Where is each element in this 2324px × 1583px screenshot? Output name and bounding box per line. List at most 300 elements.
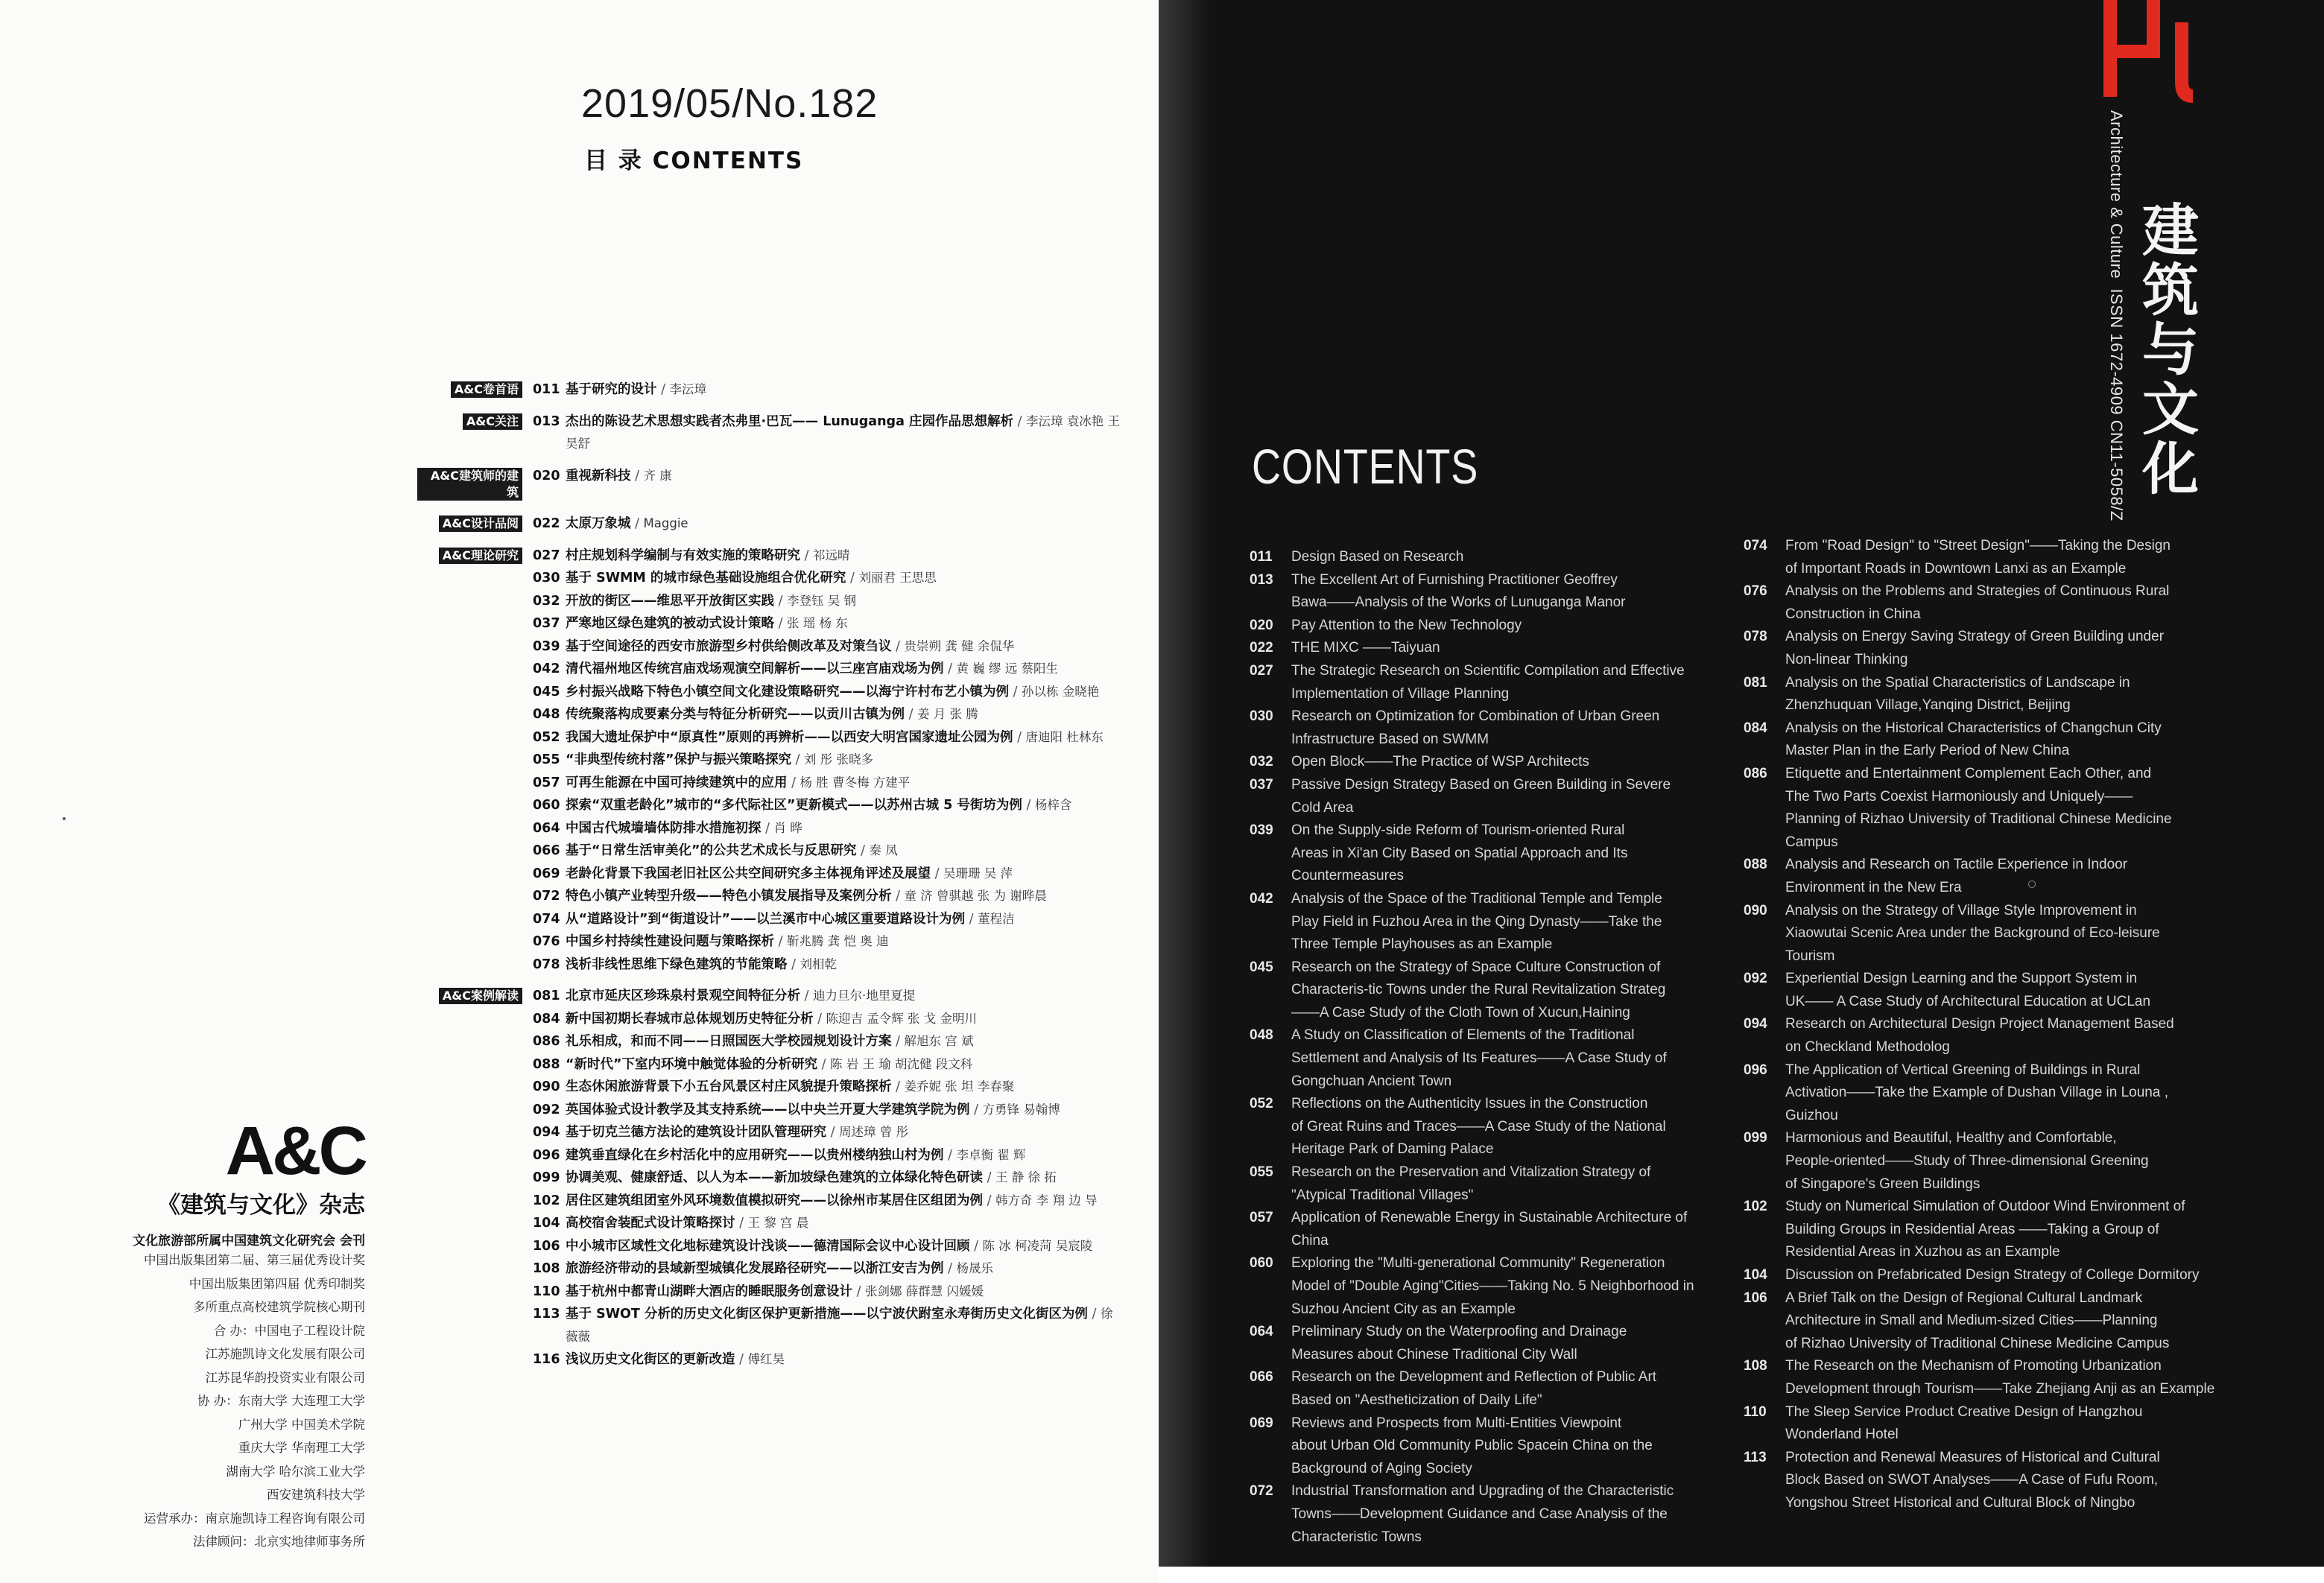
entry-author: 傅红昊 — [747, 1352, 785, 1366]
entry-text — [566, 567, 1121, 590]
masthead-line: 法律顾问：北京实地律师事务所 — [193, 1535, 365, 1549]
entry-title: 基于“日常生活审美化”的公共艺术成长与反思研究 — [566, 843, 857, 858]
entry-text — [566, 1190, 1121, 1213]
entry-author: 陈迎吉 孟令辉 张 戈 金明川 — [826, 1011, 978, 1026]
cn-toc-entry — [417, 703, 1121, 726]
entry-author: 陈 冰 柯凌菏 吴宸陵 — [982, 1238, 1093, 1253]
entry-line: Pay Attention to the New Technology — [1291, 617, 1522, 633]
entry-title — [1291, 1161, 1719, 1207]
separator: / — [791, 752, 805, 767]
entry-line: On the Supply-side Reform of Tourism-oriented Rural — [1291, 822, 1625, 839]
entry-author: 王 静 徐 拓 — [995, 1170, 1057, 1184]
en-toc-entry — [1250, 751, 1719, 774]
page-number: 039 — [533, 638, 560, 654]
entry-title: 严寒地区绿色建筑的被动式设计策略 — [566, 616, 774, 631]
entry-title — [1785, 1264, 2220, 1287]
entry-author: 李沄璋 袁冰艳 王昊舒 — [566, 413, 1121, 451]
separator: / — [630, 468, 644, 483]
entry-title: 探索“双重老龄化”城市的“多代际社区”更新模式——以苏州古城 5 号街坊为例 — [566, 798, 1022, 813]
ac-logo: A&C — [225, 1113, 365, 1189]
entry-author: 祁远晴 — [813, 548, 850, 562]
section-tag-cell — [417, 545, 533, 568]
entry-title: 基于切克兰德方法论的建筑设计团队管理研究 — [566, 1125, 826, 1140]
entry-title: 我国大遗址保护中“原真性”原则的再辨析——以西安大明宫国家遗址公园为例 — [566, 729, 1013, 745]
page-number: 011 — [1250, 549, 1273, 565]
entry-title: 传统聚落构成要素分类与特征分析研究——以贡川古镇为例 — [566, 707, 905, 722]
en-toc-entry — [1250, 1366, 1719, 1412]
cn-toc-entry — [417, 885, 1121, 908]
entry-author: 迪力旦尔·地里夏提 — [813, 989, 916, 1003]
entry-title: 基于研究的设计 — [566, 382, 657, 397]
entry-line: Environment in the New Era — [1785, 879, 1962, 895]
separator: / — [735, 1352, 748, 1367]
entry-text — [566, 1257, 1121, 1281]
en-toc-entry — [1744, 1401, 2220, 1447]
entry-line: Guizhou — [1785, 1107, 1838, 1123]
separator: / — [943, 662, 957, 676]
entry-title — [1291, 1366, 1719, 1412]
entry-line: THE MIXC ——Taiyuan — [1291, 640, 1440, 656]
page-number: 064 — [533, 820, 560, 836]
separator: / — [826, 1125, 840, 1140]
en-toc-entry — [1744, 900, 2220, 968]
cn-toc-entry — [417, 930, 1121, 954]
entry-line: Yongshou Street Historical and Cultural Block of Ningbo — [1785, 1494, 2135, 1511]
en-toc-entry — [1250, 705, 1719, 751]
masthead-line: 合 办：中国电子工程设计院 — [213, 1323, 365, 1338]
entry-title — [1291, 660, 1719, 705]
cn-toc-entry — [417, 954, 1121, 977]
entry-text — [566, 590, 1121, 613]
separator: / — [852, 1284, 866, 1299]
cn-toc-entry — [417, 1348, 1121, 1371]
entry-line: Planning of Rizhao University of Traditional Chinese Medicine — [1785, 811, 2172, 828]
entry-author: 贵崇朔 龚 健 余侃华 — [904, 638, 1015, 653]
entry-title: 清代福州地区传统宫庙戏场观演空间解析——以三座宫庙戏场为例 — [566, 662, 944, 676]
masthead-line: 江苏昆华韵投资实业有限公司 — [205, 1370, 365, 1385]
entry-title — [1291, 1207, 1719, 1252]
entry-author: 黄 巍 缪 远 蔡阳生 — [956, 662, 1059, 676]
separator: / — [787, 775, 800, 790]
en-toc-entry — [1744, 1196, 2220, 1264]
entry-text — [566, 410, 1121, 456]
separator: / — [983, 1170, 996, 1185]
separator: / — [965, 911, 978, 927]
en-toc-entry — [1250, 615, 1719, 638]
en-toc-column-2 — [1744, 535, 2220, 1515]
cn-toc-entry — [417, 658, 1121, 681]
page-number: 057 — [533, 775, 560, 790]
separator: / — [1087, 1307, 1101, 1322]
entry-author: 肖 晔 — [773, 820, 802, 835]
page-number: 092 — [1744, 971, 1767, 987]
en-toc-entry — [1744, 580, 2220, 626]
section-tag-cell — [417, 410, 533, 434]
entry-title — [1785, 535, 2220, 580]
en-toc-entry — [1744, 1013, 2220, 1059]
entry-author: 姜 月 张 腾 — [917, 707, 978, 721]
cn-toc-entry — [417, 840, 1121, 863]
entry-line: Analysis and Research on Tactile Experience in Indoor — [1785, 857, 2128, 873]
en-toc-entry — [1250, 1161, 1719, 1207]
separator: / — [774, 934, 788, 949]
entry-line: Master Plan in the Early Period of New China — [1785, 743, 2070, 759]
entry-text — [566, 513, 1121, 536]
page-number: 102 — [533, 1193, 560, 1208]
separator: / — [891, 1034, 905, 1049]
cn-toc-entry — [417, 726, 1121, 749]
entry-author: 周述璋 曾 彤 — [839, 1125, 909, 1139]
entry-line: Gongchuan Ancient Town — [1291, 1073, 1452, 1089]
entry-line: Cold Area — [1291, 799, 1354, 816]
page-number: 104 — [1744, 1267, 1767, 1283]
entry-title: 可再生能源在中国可持续建筑中的应用 — [566, 775, 788, 790]
page-number: 099 — [533, 1170, 560, 1185]
en-toc-entry — [1250, 546, 1719, 569]
entry-line: The Excellent Art of Furnishing Practitioner Geoffrey — [1291, 571, 1618, 588]
entry-title — [1785, 717, 2220, 763]
masthead-line: 西安建筑科技大学 — [267, 1488, 365, 1502]
separator: / — [891, 889, 905, 904]
page-number: 020 — [1250, 617, 1273, 633]
page-number: 102 — [1744, 1199, 1767, 1215]
page-number: 092 — [533, 1102, 560, 1117]
entry-author: 刘丽君 王思思 — [858, 571, 937, 585]
entry-title: “新时代”下室内环境中触觉体验的分析研究 — [566, 1056, 818, 1072]
entry-title: 重视新科技 — [566, 468, 631, 483]
en-toc-entry — [1744, 626, 2220, 671]
page-number: 104 — [533, 1216, 560, 1231]
entry-line: ——A Case Study of the Cloth Town of Xucun,Haining — [1291, 1004, 1630, 1021]
masthead-line: 重庆大学 华南理工大学 — [238, 1441, 365, 1455]
page-number: 030 — [533, 571, 560, 586]
entry-text — [566, 658, 1121, 681]
cn-toc-entry — [417, 863, 1121, 886]
entry-title — [1785, 1059, 2220, 1128]
page-number: 052 — [1250, 1096, 1273, 1112]
cn-toc-entry — [417, 1008, 1121, 1031]
entry-line: Characteristic Towns — [1291, 1529, 1422, 1545]
page-number: 060 — [533, 798, 560, 813]
entry-line: Etiquette and Entertainment Complement Each Other, and — [1785, 765, 2152, 781]
entry-title — [1785, 1355, 2220, 1400]
entry-text — [566, 930, 1121, 954]
entry-text — [566, 612, 1121, 635]
separator: / — [856, 843, 870, 858]
entry-text — [566, 1008, 1121, 1031]
page-number: 045 — [1250, 959, 1273, 975]
page-number: 088 — [1744, 857, 1767, 873]
page-number: 074 — [533, 911, 560, 927]
entry-line: The Research on the Mechanism of Promoting Urbanization — [1785, 1358, 2162, 1374]
entry-title: 高校宿舍装配式设计策略探讨 — [566, 1216, 735, 1231]
entry-line: on Checkland Methodolog — [1785, 1039, 1950, 1056]
bottom-edge — [1159, 1567, 2324, 1583]
entry-author: 韩方奇 李 翔 边 导 — [995, 1193, 1098, 1208]
entry-line: From "Road Design" to "Street Design"——Taking the Design — [1785, 538, 2171, 553]
page-number: 069 — [1250, 1415, 1273, 1431]
entry-text — [566, 1076, 1121, 1099]
separator: / — [774, 593, 788, 609]
page-number: 081 — [1744, 674, 1767, 691]
page-number: 076 — [1744, 583, 1767, 600]
en-toc-entry — [1744, 1355, 2220, 1400]
entry-text — [566, 908, 1121, 931]
entry-text — [566, 954, 1121, 977]
entry-line: Block Based on SWOT Analyses——A Case of Fufu Room, — [1785, 1472, 2159, 1488]
vertical-brand-line — [2106, 110, 2126, 521]
entry-author: 李卓衡 翟 辉 — [956, 1147, 1026, 1162]
entry-title — [1785, 1287, 2220, 1356]
entry-line: The Strategic Research on Scientific Compilation and Effective — [1291, 662, 1685, 679]
entry-text — [566, 772, 1121, 795]
page-number: 086 — [533, 1034, 560, 1049]
entry-line: Discussion on Prefabricated Design Strategy of College Dormitory — [1785, 1267, 2200, 1283]
entry-text — [566, 1053, 1121, 1076]
entry-title: 基于杭州中都青山湖畔大酒店的睡眠服务创意设计 — [566, 1284, 852, 1299]
entry-line: Residential Areas in Xuzhou as an Example — [1785, 1244, 2060, 1260]
masthead-line: 协 办：东南大学 大连理工大学 — [197, 1394, 365, 1408]
en-toc-entry — [1744, 1287, 2220, 1356]
cn-toc-entry — [417, 612, 1121, 635]
entry-title: 北京市延庆区珍珠泉村景观空间特征分析 — [566, 989, 800, 1003]
en-toc-entry — [1250, 1321, 1719, 1366]
page-number: 074 — [1744, 538, 1767, 553]
separator: / — [891, 1079, 905, 1094]
entry-line: Analysis on the Historical Characteristics of Changchun City — [1785, 720, 2162, 736]
section-tag-cell — [417, 513, 533, 536]
masthead — [104, 1113, 365, 1554]
entry-title: 基于空间途径的西安市旅游型乡村供给侧改革及对策刍议 — [566, 638, 892, 654]
entry-title — [1785, 1447, 2220, 1515]
separator: / — [1013, 413, 1027, 429]
entry-author: 齐 康 — [643, 468, 672, 483]
entry-line: China — [1291, 1232, 1329, 1249]
entry-title: 协调美观、健康舒适、以人为本——新加坡绿色建筑的立体绿化特色研读 — [566, 1170, 983, 1185]
entry-title — [1291, 751, 1719, 774]
entry-title — [1291, 1093, 1719, 1161]
entry-title — [1291, 615, 1719, 638]
cn-toc-entry — [417, 1281, 1121, 1304]
page-number: 078 — [533, 957, 560, 972]
entry-author: 刘 彤 张晓多 — [804, 752, 874, 767]
page-number: 078 — [1744, 629, 1767, 645]
masthead-line: 中国出版集团第四届 优秀印制奖 — [189, 1276, 365, 1291]
entry-line: Design Based on Research — [1291, 549, 1464, 565]
entry-author: 王 黎 宫 晨 — [747, 1216, 809, 1230]
entry-line: Three Temple Playhouses as an Example — [1291, 936, 1553, 953]
entry-text — [566, 1281, 1121, 1304]
page-number: 072 — [1250, 1483, 1273, 1500]
entry-line: People-oriented——Study of Three-dimensional Greening — [1785, 1153, 2149, 1170]
entry-line: of Great Ruins and Traces——A Case Study of the National — [1291, 1118, 1666, 1135]
separator: / — [774, 616, 788, 631]
page-number: 027 — [533, 548, 560, 563]
page-number: 066 — [1250, 1369, 1273, 1386]
entry-text — [566, 703, 1121, 726]
toc-title-cn: 目 录 CONTENTS — [584, 147, 804, 174]
separator: / — [931, 866, 944, 881]
en-toc-entry — [1744, 535, 2220, 580]
entry-title: 礼乐相成，和而不同——日照国医大学校园规划设计方案 — [566, 1034, 892, 1049]
sponsor-line: 文化旅游部所属中国建筑文化研究会 会刊 — [133, 1234, 365, 1249]
separator: / — [817, 1056, 831, 1072]
entry-title — [1785, 580, 2220, 626]
entry-author: 童 济 曾骐越 张 为 谢晔晨 — [904, 889, 1047, 903]
masthead-line: 多所重点高校建筑学院核心期刊 — [193, 1300, 365, 1314]
brand-en: Architecture & Culture — [2107, 110, 2126, 279]
entry-title — [1785, 968, 2220, 1013]
brand-cn-char: 筑 — [2142, 257, 2199, 323]
separator: / — [905, 707, 918, 722]
entry-line: Open Block——The Practice of WSP Architects — [1291, 754, 1589, 770]
page-number: 110 — [533, 1284, 560, 1299]
en-toc-entry — [1744, 1127, 2220, 1196]
entry-line: Non-linear Thinking — [1785, 651, 1908, 667]
en-toc-entry — [1744, 672, 2220, 717]
en-toc-entry — [1744, 854, 2220, 899]
separator: / — [735, 1216, 748, 1231]
separator: / — [787, 957, 800, 972]
cn-toc-entry — [417, 681, 1121, 704]
entry-author: 吴珊珊 吴 萍 — [943, 866, 1013, 881]
entry-title: 杰出的陈设艺术思想实践者杰弗里·巴瓦—— Lunuganga 庄园作品思想解析 — [566, 413, 1013, 429]
entry-title: 基于 SWMM 的城市绿色基础设施组合优化研究 — [566, 571, 846, 586]
entry-line: Exploring the "Multi-generational Community" Regeneration — [1291, 1255, 1665, 1272]
separator: / — [969, 1102, 983, 1117]
entry-line: Zhenzhuquan Village,Yanqing District, Beijing — [1785, 697, 2071, 714]
section-tag-cell — [417, 378, 533, 402]
entry-author: Maggie — [643, 516, 688, 530]
page-number: 116 — [533, 1352, 560, 1367]
entry-text — [566, 1303, 1121, 1348]
page-number: 042 — [533, 662, 560, 676]
page-number: 011 — [533, 382, 560, 397]
entry-line: Heritage Park of Daming Palace — [1291, 1141, 1494, 1158]
cn-toc-entry — [417, 1167, 1121, 1190]
entry-line: Reflections on the Authenticity Issues in the Construction — [1291, 1096, 1648, 1112]
contents-title: CONTENTS — [1252, 439, 1479, 494]
entry-line: Building Groups in Residential Areas ——Taking a Group of — [1785, 1221, 2159, 1237]
entry-text — [566, 1144, 1121, 1167]
entry-text — [566, 378, 1121, 402]
cn-toc-entry — [417, 985, 1121, 1008]
separator: / — [943, 1147, 957, 1163]
entry-author: 陈 岩 王 瑜 胡沈健 段文科 — [830, 1056, 973, 1071]
separator: / — [1013, 729, 1026, 745]
cn-toc-entry — [417, 1235, 1121, 1258]
entry-title — [1291, 1412, 1719, 1481]
page-number: 037 — [1250, 776, 1273, 793]
left-page — [0, 0, 1159, 1583]
cn-toc-entry — [417, 1212, 1121, 1235]
entry-author: 杨 胜 曹冬梅 方建平 — [800, 775, 911, 790]
page-number: 013 — [1250, 571, 1273, 588]
section-tag: A&C卷首语 — [451, 381, 522, 398]
section-tag-cell — [417, 465, 533, 504]
entry-line: Research on the Preservation and Vitalization Strategy of — [1291, 1164, 1651, 1181]
entry-title — [1291, 957, 1719, 1025]
separator: / — [846, 571, 859, 586]
page-number: 048 — [1250, 1027, 1273, 1044]
page-number: 088 — [533, 1056, 560, 1072]
page-number: 069 — [533, 866, 560, 881]
entry-line: Study on Numerical Simulation of Outdoor Wind Environment of — [1785, 1199, 2185, 1215]
entry-title — [1291, 637, 1719, 660]
page-number: 110 — [1744, 1403, 1767, 1420]
entry-line: Towns——Development Guidance and Case Analysis of the — [1291, 1506, 1668, 1522]
page-number: 027 — [1250, 662, 1273, 679]
page-number: 090 — [533, 1079, 560, 1094]
entry-line: Development through Tourism——Take Zhejiang Anji as an Example — [1785, 1380, 2215, 1397]
entry-line: Application of Renewable Energy in Sustainable Architecture of — [1291, 1210, 1688, 1226]
entry-text — [566, 885, 1121, 908]
page-number: 030 — [1250, 708, 1273, 725]
page-number: 052 — [533, 729, 560, 745]
entry-line: Infrastructure Based on SWMM — [1291, 731, 1489, 747]
entry-text — [566, 1235, 1121, 1258]
cn-toc-entry — [417, 794, 1121, 817]
entry-author: 张 瑶 杨 东 — [787, 616, 848, 630]
page-number: 057 — [1250, 1210, 1273, 1226]
page-number: 094 — [533, 1125, 560, 1140]
entry-text — [566, 840, 1121, 863]
entry-text — [566, 1099, 1121, 1122]
page-number: 048 — [533, 707, 560, 722]
cn-toc-entry — [417, 772, 1121, 795]
section-tag: A&C案例解读 — [439, 988, 522, 1004]
brand-cn-char: 与 — [2142, 317, 2199, 383]
cn-toc-entry — [417, 1030, 1121, 1053]
entry-author: 刘相乾 — [800, 957, 838, 971]
page-number: 090 — [1744, 902, 1767, 919]
entry-title: 村庄规划科学编制与有效实施的策略研究 — [566, 548, 800, 563]
entry-line: Background of Aging Society — [1291, 1460, 1472, 1476]
entry-title: 中国古代城墙墙体防排水措施初探 — [566, 820, 762, 836]
cn-toc-entry — [417, 545, 1121, 568]
en-toc-entry — [1250, 957, 1719, 1025]
entry-line: Protection and Renewal Measures of Historical and Cultural — [1785, 1449, 2160, 1465]
section-tag: A&C关注 — [463, 413, 522, 430]
entry-line: UK—— A Case Study of Architectural Education at UCLan — [1785, 993, 2151, 1009]
entry-title: 浅议历史文化街区的更新改造 — [566, 1352, 735, 1367]
entry-author: 靳兆腾 龚 恺 奥 迪 — [787, 934, 889, 948]
separator: / — [630, 516, 644, 531]
cn-toc-entry — [417, 635, 1121, 659]
entry-line: Areas in Xi'an City Based on Spatial Approach and Its — [1291, 845, 1628, 861]
entry-line: Research on Architectural Design Project Management Based — [1785, 1016, 2174, 1032]
page-number: 037 — [533, 616, 560, 631]
page-number: 096 — [1744, 1062, 1767, 1078]
page-number: 045 — [533, 684, 560, 699]
page-number: 094 — [1744, 1016, 1767, 1032]
en-toc-entry — [1250, 774, 1719, 819]
entry-line: Experiential Design Learning and the Support System in — [1785, 971, 2138, 987]
entry-title: 从“道路设计”到“街道设计”——以兰溪市中心城区重要道路设计为例 — [566, 911, 966, 927]
entry-line: The Two Parts Coexist Harmoniously and Uniquely—— — [1785, 788, 2133, 805]
entry-author: 张剑娜 薛群慧 闪媛媛 — [865, 1284, 984, 1298]
entry-author: 姜乔妮 张 坦 李春聚 — [904, 1079, 1015, 1094]
entry-text — [566, 1167, 1121, 1190]
entry-line: Campus — [1785, 834, 1838, 850]
entry-line: of Rizhao University of Traditional Chinese Medicine Campus — [1785, 1335, 2170, 1351]
entry-line: of Singapore's Green Buildings — [1785, 1176, 1981, 1192]
entry-line: Preliminary Study on the Waterproofing and Drainage — [1291, 1324, 1627, 1340]
entry-line: Analysis on Energy Saving Strategy of Green Building under — [1785, 629, 2165, 645]
page-number: 022 — [1250, 640, 1273, 656]
page-number: 076 — [533, 934, 560, 949]
masthead-line: 运营承办：南京施凯诗工程咨询有限公司 — [144, 1511, 365, 1526]
